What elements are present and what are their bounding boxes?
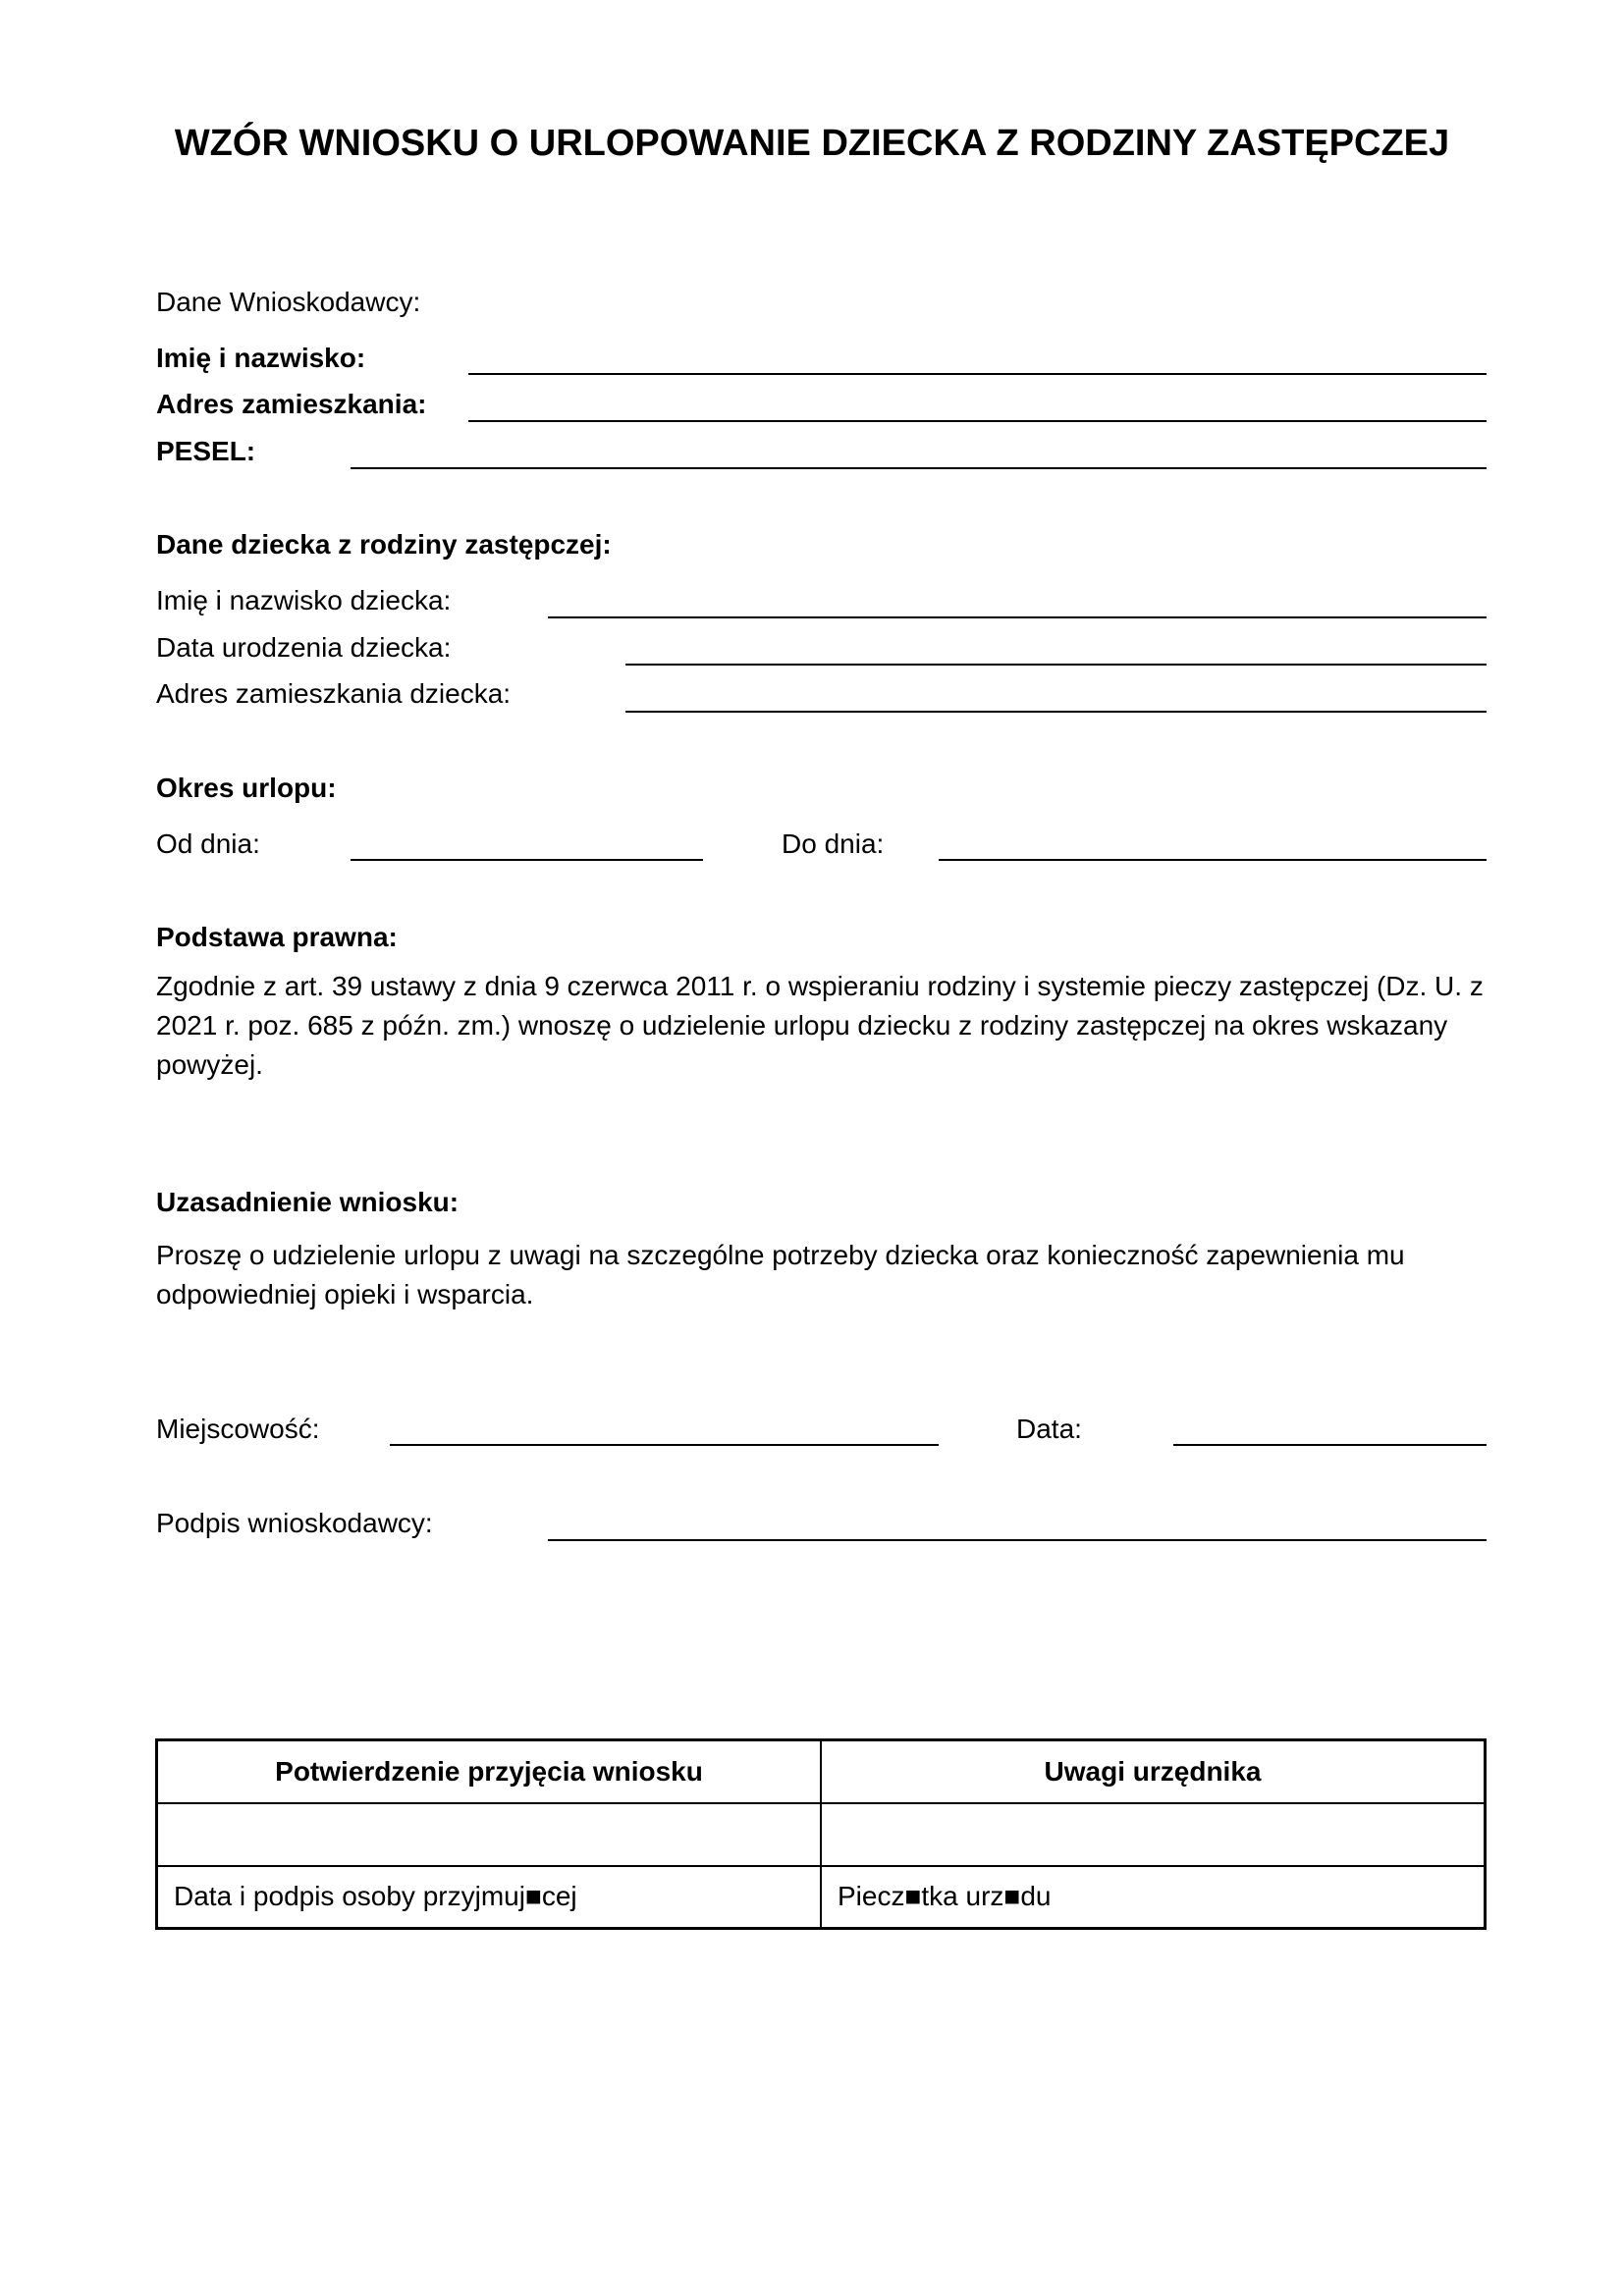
child-address-label: Adres zamieszkania dziecka: bbox=[156, 678, 512, 709]
confirmation-table bbox=[155, 1738, 1487, 1930]
leave-from-field[interactable] bbox=[351, 859, 703, 861]
place-label: Miejscowość: bbox=[156, 1414, 320, 1444]
date-label: Data: bbox=[1016, 1414, 1082, 1444]
table-cell-date-signature: Data i podpis osoby przyjmuj■cej bbox=[157, 1866, 822, 1929]
table-cell-office-stamp: Piecz■tka urz■du bbox=[821, 1866, 1486, 1929]
table-header-remarks: Uwagi urzędnika bbox=[821, 1740, 1486, 1803]
table-cell-confirmation-empty[interactable] bbox=[157, 1803, 822, 1866]
child-name-label: Imię i nazwisko dziecka: bbox=[156, 585, 452, 615]
child-name-field[interactable] bbox=[548, 616, 1487, 618]
page-title: WZÓR WNIOSKU O URLOPOWANIE DZIECKA Z RODZINY ZASTĘPCZEJ bbox=[174, 123, 1450, 164]
justification-text: Proszę o udzielenie urlopu z uwagi na szczególne potrzeby dziecka oraz konieczność zapewnienia mu odpowiedniej opieki i wsparcia. bbox=[156, 1240, 1405, 1309]
legal-text: Zgodnie z art. 39 ustawy z dnia 9 czerwca 2011 r. o wspieraniu rodziny i systemie pieczy zastępczej (Dz. U. z 2021 r. poz. 685 z późn. zm.) wnoszę o udzielenie urlopu dziecku z rodziny zastępczej na okres wskazany powyżej. bbox=[156, 971, 1484, 1080]
applicant-heading: Dane Wnioskodawcy: bbox=[156, 287, 421, 317]
child-birthdate-label: Data urodzenia dziecka: bbox=[156, 632, 452, 663]
signature-field[interactable] bbox=[548, 1539, 1487, 1541]
leave-from-label: Od dnia: bbox=[156, 828, 260, 859]
table-header-confirmation: Potwierdzenie przyjęcia wniosku bbox=[157, 1740, 822, 1803]
applicant-name-field[interactable] bbox=[468, 373, 1487, 375]
signature-label: Podpis wnioskodawcy: bbox=[156, 1508, 433, 1538]
table-cell-remarks-empty[interactable] bbox=[821, 1803, 1486, 1866]
legal-heading: Podstawa prawna: bbox=[156, 922, 398, 952]
child-heading: Dane dziecka z rodziny zastępczej: bbox=[156, 529, 612, 560]
applicant-pesel-field[interactable] bbox=[351, 467, 1487, 469]
leave-heading: Okres urlopu: bbox=[156, 773, 337, 803]
table-header-row bbox=[157, 1740, 1486, 1803]
applicant-address-field[interactable] bbox=[468, 420, 1487, 422]
place-field[interactable] bbox=[390, 1444, 939, 1446]
applicant-name-label: Imię i nazwisko: bbox=[156, 343, 366, 373]
applicant-pesel-label: PESEL: bbox=[156, 436, 256, 466]
leave-to-label: Do dnia: bbox=[782, 828, 885, 859]
date-field[interactable] bbox=[1173, 1444, 1487, 1446]
table-row bbox=[157, 1866, 1486, 1929]
leave-to-field[interactable] bbox=[939, 859, 1487, 861]
child-address-field[interactable] bbox=[625, 711, 1487, 713]
applicant-address-label: Adres zamieszkania: bbox=[156, 389, 427, 419]
child-birthdate-field[interactable] bbox=[625, 664, 1487, 666]
table-row bbox=[157, 1803, 1486, 1866]
justification-heading: Uzasadnienie wniosku: bbox=[156, 1187, 460, 1217]
